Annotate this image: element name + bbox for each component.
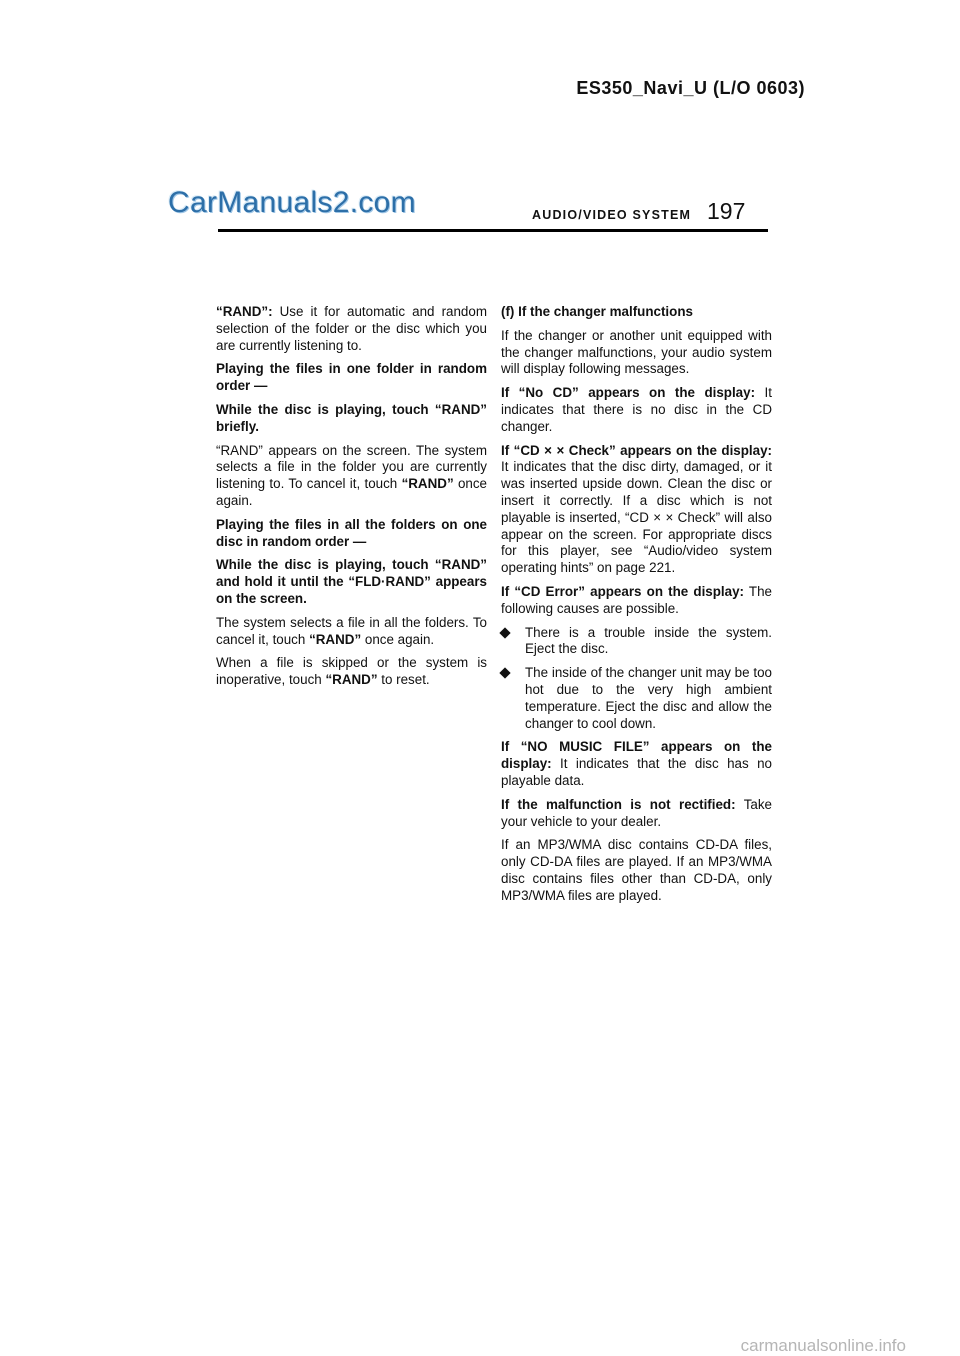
diamond-bullet-icon [499, 627, 510, 638]
all-folders-random-description: The system selects a file in all the folders. To cancel it, touch “RAND” once again. [216, 614, 487, 647]
left-column [216, 304, 487, 696]
footer-watermark: carmanualsonline.info [740, 1336, 906, 1355]
carmanuals-watermark: CarManuals2.com [168, 186, 416, 219]
folder-random-description: “RAND” appears on the screen. The system selects a file in the folder you are currently listening to. To cancel it, touch “RAND” once again. [216, 442, 487, 508]
document-code: ES350_Navi_U (L/O 0603) [576, 78, 805, 98]
rand-description: Use it for automatic and random selection of the folder or the disc which you are currently listening to. [216, 304, 487, 353]
folder-random-step: While the disc is playing, touch “RAND” briefly. [216, 401, 487, 434]
skip-reset-note: When a file is skipped or the system is inoperative, touch “RAND” to reset. [216, 655, 487, 688]
section-title: AUDIO/VIDEO SYSTEM [532, 208, 692, 222]
not-rectified-note: If the malfunction is not rectified: Take your vehicle to your dealer. [501, 796, 772, 829]
right-column [501, 304, 772, 912]
no-music-file-message: If “NO MUSIC FILE” appears on the display: It indicates that the disc has no playable data. [501, 739, 772, 788]
header-rule [218, 229, 768, 232]
rand-label: “RAND”: [216, 304, 273, 319]
cd-da-note: If an MP3/WMA disc contains CD-DA files, only CD-DA files are played. If an MP3/WMA disc contains files other than CD-DA, only MP3/WMA files are played. [501, 837, 772, 903]
malfunction-intro: If the changer or another unit equipped with the changer malfunctions, your audio system will display following messages. [501, 327, 772, 377]
malfunction-heading: (f) If the changer malfunctions [501, 304, 693, 319]
rand-paragraph [216, 304, 487, 354]
cd-check-message: If “CD × × Check” appears on the display: It indicates that the disc dirty, damaged, or it was inserted upside down. Clean the disc or insert it correctly. If a disc which is not playable is inserted, “CD × × Check” will also appear on the screen. For appropriate discs for this player, see “Audio/video system operating hints” on page 221. [501, 442, 772, 576]
page-number: 197 [707, 198, 746, 224]
diamond-bullet-icon [499, 667, 510, 678]
all-folders-random-heading: Playing the files in all the folders on one disc in random order — [216, 516, 487, 549]
cd-error-message: If “CD Error” appears on the display: The following causes are possible. [501, 583, 772, 616]
no-cd-message: If “No CD” appears on the display: It indicates that there is no disc in the CD changer. [501, 385, 772, 434]
folder-random-heading: Playing the files in one folder in random order — [216, 361, 487, 394]
list-item: The inside of the changer unit may be too hot due to the very high ambient temperature. Eject the disc and allow the changer to cool down. [501, 665, 772, 732]
list-item: There is a trouble inside the system. Eject the disc. [501, 625, 772, 659]
all-folders-random-step: While the disc is playing, touch “RAND” and hold it until the “FLD·RAND” appears on the screen. [216, 557, 487, 606]
